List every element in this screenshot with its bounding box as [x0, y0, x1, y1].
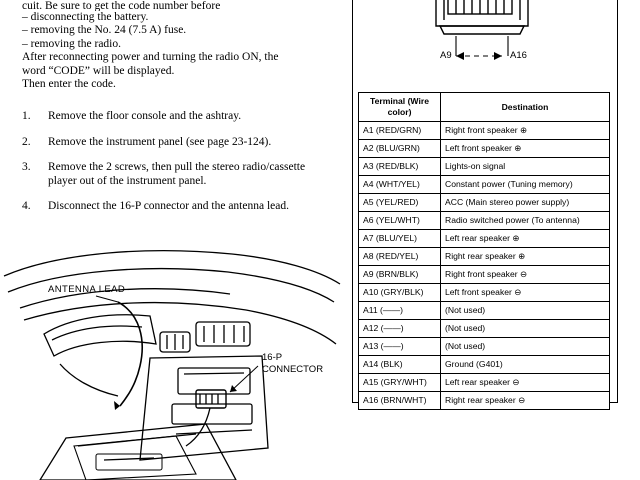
step-number: 1. — [22, 110, 31, 122]
cell-destination: Ground (G401) — [441, 356, 610, 374]
connector-pin-diagram — [352, 0, 616, 96]
step-number: 3. — [22, 161, 31, 174]
cell-terminal: A5 (YEL/RED) — [359, 194, 441, 212]
cell-destination: (Not used) — [441, 320, 610, 338]
cell-destination: Constant power (Tuning memory) — [441, 176, 610, 194]
right-spec-column — [352, 0, 640, 480]
step-text: Remove the instrument panel (see page 23-124). — [48, 135, 272, 148]
cell-destination: (Not used) — [441, 338, 610, 356]
cell-terminal: A7 (BLU/YEL) — [359, 230, 441, 248]
cell-destination: Right rear speaker ⊖ — [441, 392, 610, 410]
cell-terminal: A8 (RED/YEL) — [359, 248, 441, 266]
intro-line: – removing the radio. — [22, 37, 122, 50]
table-row — [359, 140, 610, 158]
step-item — [22, 200, 334, 214]
cell-destination: Lights-on signal — [441, 158, 610, 176]
cell-destination: Left rear speaker ⊕ — [441, 230, 610, 248]
procedure-steps — [22, 110, 334, 226]
connector-label-line2: CONNECTOR — [262, 364, 324, 375]
cell-terminal: A15 (GRY/WHT) — [359, 374, 441, 392]
cell-terminal: A4 (WHT/YEL) — [359, 176, 441, 194]
cell-terminal: A3 (RED/BLK) — [359, 158, 441, 176]
table-row — [359, 212, 610, 230]
antenna-lead-label: ANTENNA LEAD — [48, 284, 126, 295]
cell-terminal: A16 (BRN/WHT) — [359, 392, 441, 410]
table-row — [359, 122, 610, 140]
cell-destination: Right rear speaker ⊕ — [441, 248, 610, 266]
table-row — [359, 338, 610, 356]
table-row — [359, 176, 610, 194]
table-row — [359, 284, 610, 302]
table-row — [359, 266, 610, 284]
step-item — [22, 136, 334, 150]
cell-terminal: A2 (BLU/GRN) — [359, 140, 441, 158]
step-text: Remove the 2 screws, then pull the stereo radio/cassette player out of the instrument panel. — [48, 161, 306, 187]
connector-label-line1: 16-P — [262, 352, 283, 363]
cell-destination: Right front speaker ⊕ — [441, 122, 610, 140]
cell-terminal: A10 (GRY/BLK) — [359, 284, 441, 302]
intro-line: – removing the No. 24 (7.5 A) fuse. — [22, 24, 187, 37]
pin-a9-label: A9 — [440, 50, 452, 61]
cell-terminal: A9 (BRN/BLK) — [359, 266, 441, 284]
cell-terminal: A11 (——) — [359, 302, 441, 320]
table-header-row — [359, 93, 610, 122]
cell-destination: Radio switched power (To antenna) — [441, 212, 610, 230]
step-item — [22, 161, 334, 188]
table-row — [359, 194, 610, 212]
cell-destination: Left rear speaker ⊖ — [441, 374, 610, 392]
pin-a16-label: A16 — [510, 50, 527, 61]
cell-terminal: A12 (——) — [359, 320, 441, 338]
cell-terminal: A6 (YEL/WHT) — [359, 212, 441, 230]
cell-terminal: A13 (——) — [359, 338, 441, 356]
step-text: Remove the floor console and the ashtray. — [48, 110, 242, 122]
step-number: 2. — [22, 135, 31, 148]
step-item — [22, 110, 334, 124]
step-number: 4. — [22, 200, 31, 213]
column-header-terminal: Terminal (Wire color) — [359, 93, 441, 122]
column-header-destination: Destination — [441, 93, 610, 122]
cell-destination: Right front speaker ⊖ — [441, 266, 610, 284]
table-row — [359, 302, 610, 320]
intro-line: – disconnecting the battery. — [22, 11, 149, 23]
table-row — [359, 158, 610, 176]
intro-line: cuit. Be sure to get the code number before — [22, 0, 221, 11]
table-row — [359, 392, 610, 410]
connector-pin-diagram-svg — [352, 0, 616, 96]
table-row — [359, 248, 610, 266]
cell-terminal: A1 (RED/GRN) — [359, 122, 441, 140]
cell-destination: Left front speaker ⊖ — [441, 284, 610, 302]
cell-terminal: A14 (BLK) — [359, 356, 441, 374]
table-row — [359, 356, 610, 374]
intro-line: After reconnecting power and turning the radio ON, the — [22, 51, 279, 64]
step-text: Disconnect the 16-P connector and the antenna lead. — [48, 200, 289, 213]
cell-destination: ACC (Main stereo power supply) — [441, 194, 610, 212]
connector-label — [262, 352, 323, 376]
terminal-destination-table — [358, 92, 610, 410]
cell-destination: Left front speaker ⊕ — [441, 140, 610, 158]
intro-line: Then enter the code. — [22, 78, 116, 91]
dashboard-illustration — [0, 248, 345, 480]
intro-line: word “CODE” will be displayed. — [22, 64, 175, 77]
table-row — [359, 320, 610, 338]
table-row — [359, 374, 610, 392]
intro-paragraph — [22, 0, 332, 91]
cell-destination: (Not used) — [441, 302, 610, 320]
table-row — [359, 230, 610, 248]
